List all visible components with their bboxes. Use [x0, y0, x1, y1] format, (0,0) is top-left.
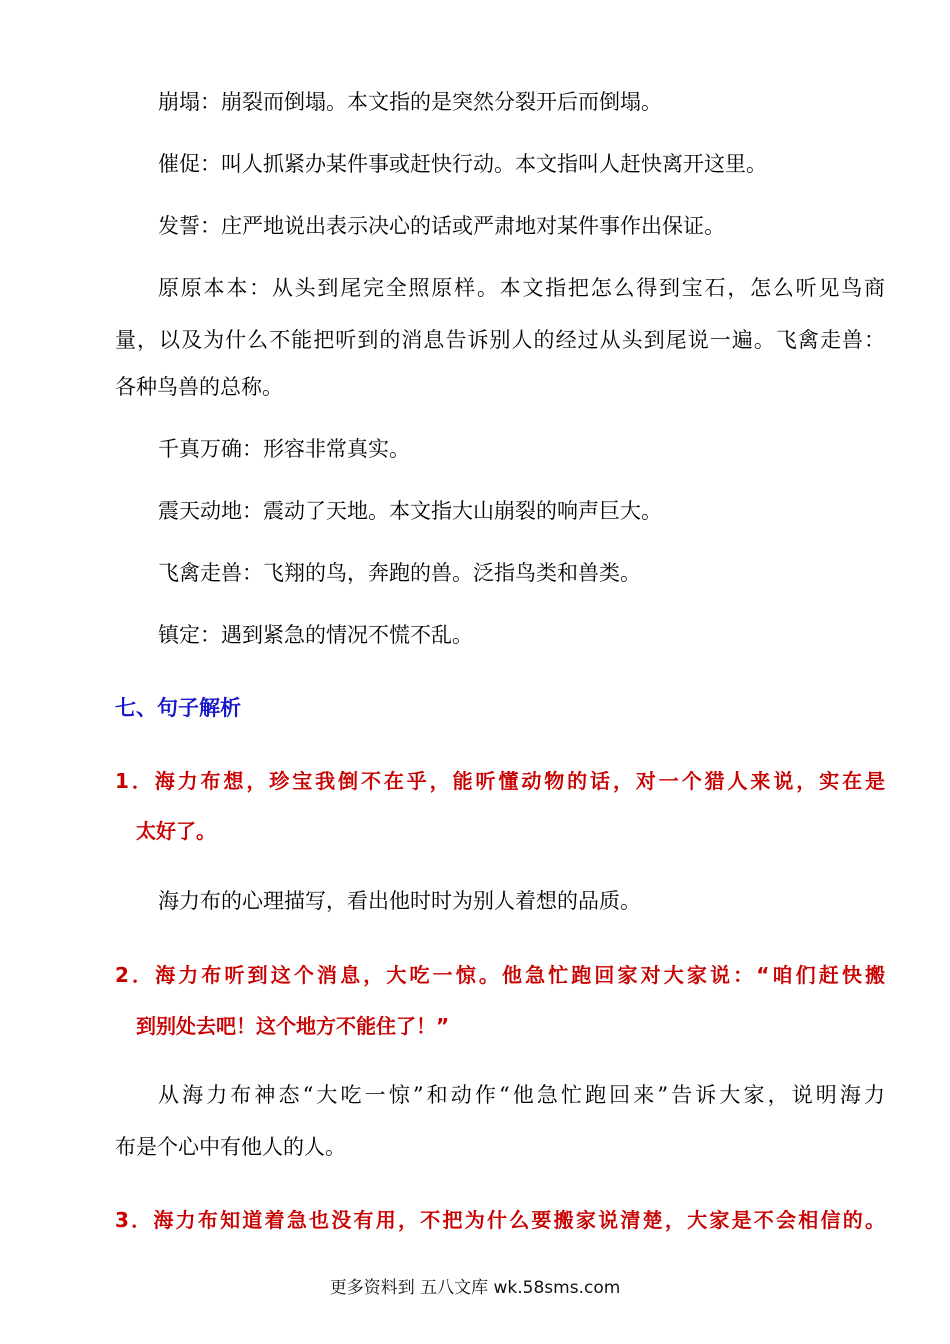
sentence-1-line-2: 太好了。: [136, 819, 216, 843]
sentence-2-analysis-line-2: 布是个心中有他人的人。: [115, 1135, 346, 1159]
vocab-entry-yuanyuanbenben-line-3: 各种鸟兽的总称。: [115, 375, 283, 399]
vocab-entry-fashi: 发誓：庄严地说出表示决心的话或严肃地对某件事作出保证。: [158, 214, 725, 238]
vocab-entry-feiqinzoushou: 飞禽走兽：飞翔的鸟，奔跑的兽。泛指鸟类和兽类。: [158, 561, 641, 585]
footer-link[interactable]: 更多资料到 五八文库 wk.58sms.com: [329, 1278, 621, 1298]
sentence-2-line-1: 2．海力布听到这个消息，大吃一惊。他急忙跑回家对大家说：“咱们赶快搬: [115, 963, 885, 987]
vocab-entry-bengta: 崩塌：崩裂而倒塌。本文指的是突然分裂开后而倒塌。: [158, 90, 662, 114]
section-heading: 七、句子解析: [115, 696, 241, 720]
vocab-entry-qianzhenwanque: 千真万确：形容非常真实。: [158, 437, 410, 461]
vocab-entry-yuanyuanbenben-line-1: 原原本本：从头到尾完全照原样。本文指把怎么得到宝石，怎么听见鸟商: [158, 276, 885, 300]
vocab-entry-zhentiandongdi: 震天动地：震动了天地。本文指大山崩裂的响声巨大。: [158, 499, 662, 523]
vocab-entry-cuicu: 催促：叫人抓紧办某件事或赶快行动。本文指叫人赶快离开这里。: [158, 152, 767, 176]
sentence-3-line-1: 3．海力布知道着急也没有用，不把为什么要搬家说清楚，大家是不会相信的。: [115, 1208, 885, 1232]
sentence-2-analysis-line-1: 从海力布神态“大吃一惊”和动作“他急忙跑回来”告诉大家，说明海力: [158, 1083, 885, 1107]
sentence-1-analysis: 海力布的心理描写，看出他时时为别人着想的品质。: [158, 889, 641, 913]
vocab-entry-yuanyuanbenben-line-2: 量，以及为什么不能把听到的消息告诉别人的经过从头到尾说一遍。飞禽走兽：: [115, 328, 885, 352]
sentence-1-line-1: 1．海力布想，珍宝我倒不在乎，能听懂动物的话，对一个猎人来说，实在是: [115, 769, 885, 793]
vocab-entry-zhending: 镇定：遇到紧急的情况不慌不乱。: [158, 623, 473, 647]
sentence-2-line-2: 到别处去吧！这个地方不能住了！”: [136, 1014, 450, 1038]
